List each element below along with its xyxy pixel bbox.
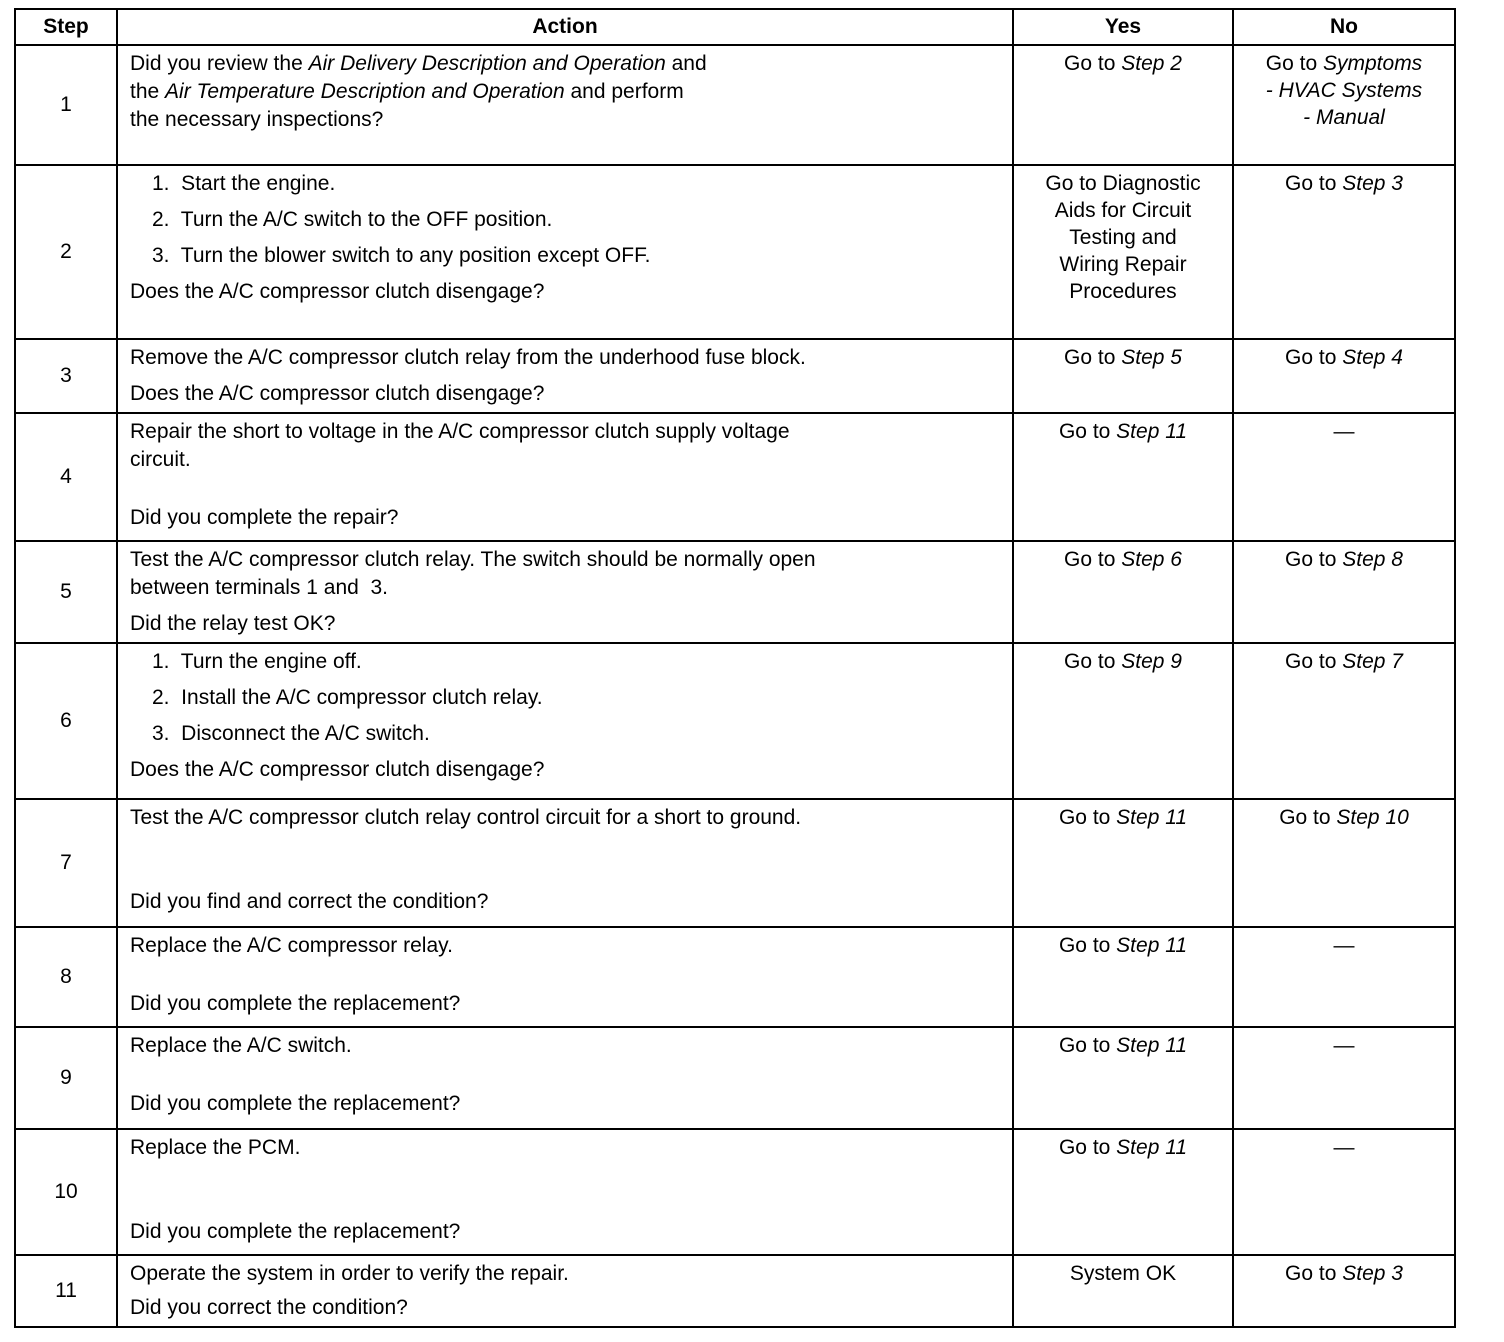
no-action-dash: — bbox=[1333, 934, 1355, 957]
no-step-link[interactable]: Step 3 bbox=[1342, 172, 1403, 195]
step-number: 6 bbox=[15, 643, 117, 799]
table-row bbox=[15, 165, 1455, 339]
yes-cell: Go to Step 9 bbox=[1013, 643, 1233, 799]
yes-cell: Go to Step 11 bbox=[1013, 413, 1233, 541]
no-step-link[interactable]: Step 4 bbox=[1342, 346, 1403, 369]
no-action-dash: — bbox=[1333, 1136, 1355, 1159]
yes-step-link[interactable]: Step 11 bbox=[1116, 934, 1188, 957]
action-cell: Test the A/C compressor clutch relay control circuit for a short to ground. Did you find and correct the condition? bbox=[117, 799, 1013, 927]
step-number: 2 bbox=[15, 165, 117, 339]
action-cell: Replace the A/C compressor relay. Did you complete the replacement? bbox=[117, 927, 1013, 1027]
ref-air-delivery: Air Delivery Description and Operation bbox=[308, 52, 666, 75]
no-cell: Go to Step 10 bbox=[1233, 799, 1455, 927]
no-cell: Go to Step 7 bbox=[1233, 643, 1455, 799]
yes-step-link[interactable]: Step 6 bbox=[1121, 548, 1182, 571]
header-row bbox=[15, 9, 1455, 45]
yes-cell: Go to Step 11 bbox=[1013, 927, 1233, 1027]
no-cell bbox=[1233, 413, 1455, 541]
table-row bbox=[15, 927, 1455, 1027]
no-cell: Go to Step 8 bbox=[1233, 541, 1455, 643]
header-yes: Yes bbox=[1013, 9, 1233, 45]
table-row bbox=[15, 1129, 1455, 1255]
yes-step-link[interactable]: Step 9 bbox=[1121, 650, 1182, 673]
no-action-dash: — bbox=[1333, 420, 1355, 443]
step-number: 10 bbox=[15, 1129, 117, 1255]
action-cell: Test the A/C compressor clutch relay. The switch should be normally open between terminals 1 and 3. Did the relay test OK? bbox=[117, 541, 1013, 643]
header-action: Action bbox=[117, 9, 1013, 45]
action-cell: Replace the A/C switch. Did you complete the replacement? bbox=[117, 1027, 1013, 1129]
step-number: 11 bbox=[15, 1255, 117, 1327]
no-cell: Go to Step 3 bbox=[1233, 165, 1455, 339]
yes-step-link[interactable]: Step 2 bbox=[1121, 52, 1182, 75]
yes-cell bbox=[1013, 165, 1233, 339]
step-number: 4 bbox=[15, 413, 117, 541]
action-cell: Repair the short to voltage in the A/C compressor clutch supply voltage circuit. Did you complete the repair? bbox=[117, 413, 1013, 541]
action-cell: Replace the PCM. Did you complete the replacement? bbox=[117, 1129, 1013, 1255]
no-step-link[interactable]: Step 3 bbox=[1342, 1262, 1403, 1285]
diagnostic-table bbox=[14, 8, 1456, 1328]
header-no: No bbox=[1233, 9, 1455, 45]
no-action-dash: — bbox=[1333, 1034, 1355, 1057]
action-cell: Operate the system in order to verify the repair. Did you correct the condition? bbox=[117, 1255, 1013, 1327]
step-number: 8 bbox=[15, 927, 117, 1027]
table-row bbox=[15, 799, 1455, 927]
yes-step-link[interactable]: Step 11 bbox=[1116, 420, 1188, 443]
yes-cell: Go to Step 6 bbox=[1013, 541, 1233, 643]
ref-air-temperature: Air Temperature Description and Operation bbox=[165, 80, 565, 103]
system-ok-text: System OK bbox=[1069, 1262, 1177, 1285]
table-row bbox=[15, 1255, 1455, 1327]
yes-step-link[interactable]: Step 11 bbox=[1116, 806, 1188, 829]
table-row bbox=[15, 1027, 1455, 1129]
yes-cell: Go to Step 11 bbox=[1013, 1129, 1233, 1255]
yes-step-link[interactable]: Step 11 bbox=[1116, 1136, 1188, 1159]
step-number: 5 bbox=[15, 541, 117, 643]
no-cell: Go to Step 4 bbox=[1233, 339, 1455, 413]
no-symptoms-link[interactable]: Go to Symptoms - HVAC Systems - Manual bbox=[1265, 52, 1423, 129]
step-number: 1 bbox=[15, 45, 117, 165]
yes-cell: Go to Step 11 bbox=[1013, 1027, 1233, 1129]
yes-diagnostic-aids-link[interactable]: Go to Diagnostic Aids for Circuit Testing and Wiring Repair Procedures bbox=[1045, 172, 1201, 303]
yes-cell: Go to Step 2 bbox=[1013, 45, 1233, 165]
table-row bbox=[15, 45, 1455, 165]
no-step-link[interactable]: Step 7 bbox=[1342, 650, 1403, 673]
step-number: 3 bbox=[15, 339, 117, 413]
yes-step-link[interactable]: Step 11 bbox=[1116, 1034, 1188, 1057]
action-cell: 1. Turn the engine off. 2. Install the A/C compressor clutch relay. 3. Disconnect the A/C switch. Does the A/C compressor clutch disengage? bbox=[117, 643, 1013, 799]
yes-step-link[interactable]: Step 5 bbox=[1121, 346, 1182, 369]
action-cell: Remove the A/C compressor clutch relay from the underhood fuse block. Does the A/C compressor clutch disengage? bbox=[117, 339, 1013, 413]
yes-cell: Go to Step 11 bbox=[1013, 799, 1233, 927]
action-cell: Did you review the Air Delivery Description and Operation and the Air Temperature Description and Operation and perform the necessary inspections? bbox=[117, 45, 1013, 165]
no-step-link[interactable]: Step 10 bbox=[1336, 806, 1409, 829]
no-cell bbox=[1233, 1129, 1455, 1255]
no-cell: Go to Step 3 bbox=[1233, 1255, 1455, 1327]
no-step-link[interactable]: Step 8 bbox=[1342, 548, 1403, 571]
no-cell bbox=[1233, 1027, 1455, 1129]
table-row bbox=[15, 541, 1455, 643]
table-row bbox=[15, 643, 1455, 799]
header-step: Step bbox=[15, 9, 117, 45]
yes-cell bbox=[1013, 1255, 1233, 1327]
no-cell bbox=[1233, 45, 1455, 165]
step-number: 7 bbox=[15, 799, 117, 927]
step-number: 9 bbox=[15, 1027, 117, 1129]
action-cell: 1. Start the engine. 2. Turn the A/C switch to the OFF position. 3. Turn the blower switch to any position except OFF. Does the A/C compressor clutch disengage? bbox=[117, 165, 1013, 339]
yes-cell: Go to Step 5 bbox=[1013, 339, 1233, 413]
table-row bbox=[15, 413, 1455, 541]
table-row bbox=[15, 339, 1455, 413]
no-cell bbox=[1233, 927, 1455, 1027]
